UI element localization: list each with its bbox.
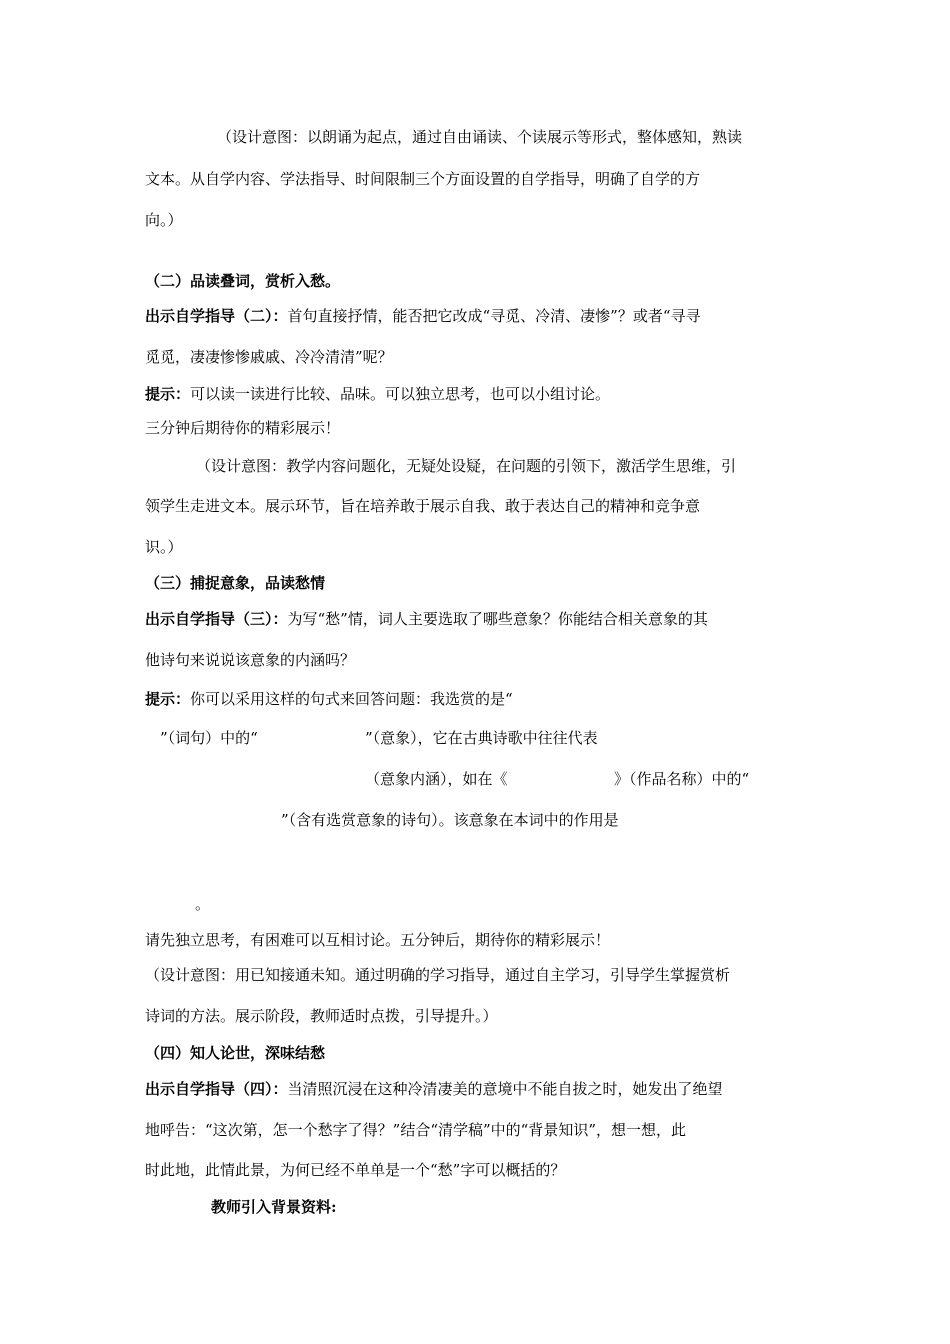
fill-blank-end: 。 — [195, 895, 211, 913]
tip-2-label: 提示： — [145, 385, 191, 403]
guide-2-line-1 — [145, 306, 701, 326]
design-intent-1-line-1: （设计意图：以朗诵为起点，通过自由诵读、个读展示等形式，整体感知，熟读 — [217, 128, 743, 146]
guide-4-line-1 — [145, 1079, 723, 1099]
guide-3-line-2: 他诗句来说说该意象的内涵吗？ — [145, 651, 356, 669]
fill-blank-line-3: ”（含有选赏意象的诗句）。该意象在本词中的作用是 — [281, 811, 619, 829]
design-intent-3-line-2: 诗词的方法。展示阶段，教师适时点拨，引导提升。） — [145, 1007, 498, 1025]
tip-3 — [145, 689, 513, 709]
design-intent-2-line-3: 识。） — [145, 538, 183, 556]
design-intent-2-line-1: （设计意图：教学内容问题化，无疑处设疑，在问题的引领下，激活学生思维，引 — [196, 457, 737, 475]
tip-3-label: 提示： — [145, 690, 191, 708]
section-4-heading: （四）知人论世，深味结愁 — [145, 1044, 326, 1062]
fill-blank-line-1b: ”（意象），它在古典诗歌中往往代表 — [365, 729, 598, 747]
tip-2-text: 可以读一读进行比较、品味。可以独立思考，也可以小组讨论。 — [190, 385, 611, 403]
design-intent-2-line-2: 领学生走进文本。展示环节，旨在培养敢于展示自我、敢于表达自己的精神和竞争意 — [145, 497, 701, 515]
fill-blank-line-1a: ”（词句）中的“ — [160, 729, 258, 747]
section-2-heading: （二）品读叠词，赏析入愁。 — [145, 272, 341, 290]
fill-blank-line-2b: 》（作品名称）中的“ — [614, 770, 750, 788]
guide-4-text-1: 当清照沉浸在这种冷清凄美的意境中不能自拔之时，她发出了绝望 — [287, 1080, 723, 1098]
guide-2-label: 出示自学指导（二）： — [145, 307, 288, 325]
tip-2 — [145, 384, 610, 404]
design-intent-3-line-1: （设计意图：用已知接通未知。通过明确的学习指导，通过自主学习，引导学生掌握赏析 — [145, 966, 731, 984]
guide-4-line-2: 地呼告：“这次第，怎一个愁字了得？”结合“清学稿”中的“背景知识”，想一想，此 — [145, 1121, 687, 1139]
think-text: 请先独立思考，有困难可以互相讨论。五分钟后，期待你的精彩展示！ — [145, 931, 611, 949]
teacher-background-heading: 教师引入背景资料: — [211, 1198, 337, 1216]
guide-2-text-1: 首句直接抒情，能否把它改成“寻觅、冷清、凄惨”？或者“寻寻 — [287, 307, 701, 325]
guide-2-line-2: 觅觅，凄凄惨惨戚戚、冷冷清清”呢？ — [145, 348, 393, 366]
design-intent-1-line-2: 文本。从自学内容、学法指导、时间限制三个方面设置的自学指导，明确了自学的方 — [145, 170, 701, 188]
wait-text: 三分钟后期待你的精彩展示！ — [145, 419, 341, 437]
tip-3-text: 你可以采用这样的句式来回答问题：我选赏的是“ — [190, 690, 513, 708]
guide-3-label: 出示自学指导（三）： — [145, 610, 288, 628]
guide-3-line-1 — [145, 609, 708, 629]
fill-blank-line-2a: （意象内涵），如在《 — [365, 770, 508, 788]
guide-4-label: 出示自学指导（四）： — [145, 1080, 288, 1098]
section-3-heading: （三）捕捉意象，品读愁情 — [145, 574, 326, 592]
guide-3-text-1: 为写“愁”情，词人主要选取了哪些意象？你能结合相关意象的其 — [287, 610, 708, 628]
guide-4-line-3: 时此地，此情此景，为何已经不单单是一个“愁”字可以概括的？ — [145, 1161, 566, 1179]
design-intent-1-line-3: 向。） — [145, 211, 183, 229]
